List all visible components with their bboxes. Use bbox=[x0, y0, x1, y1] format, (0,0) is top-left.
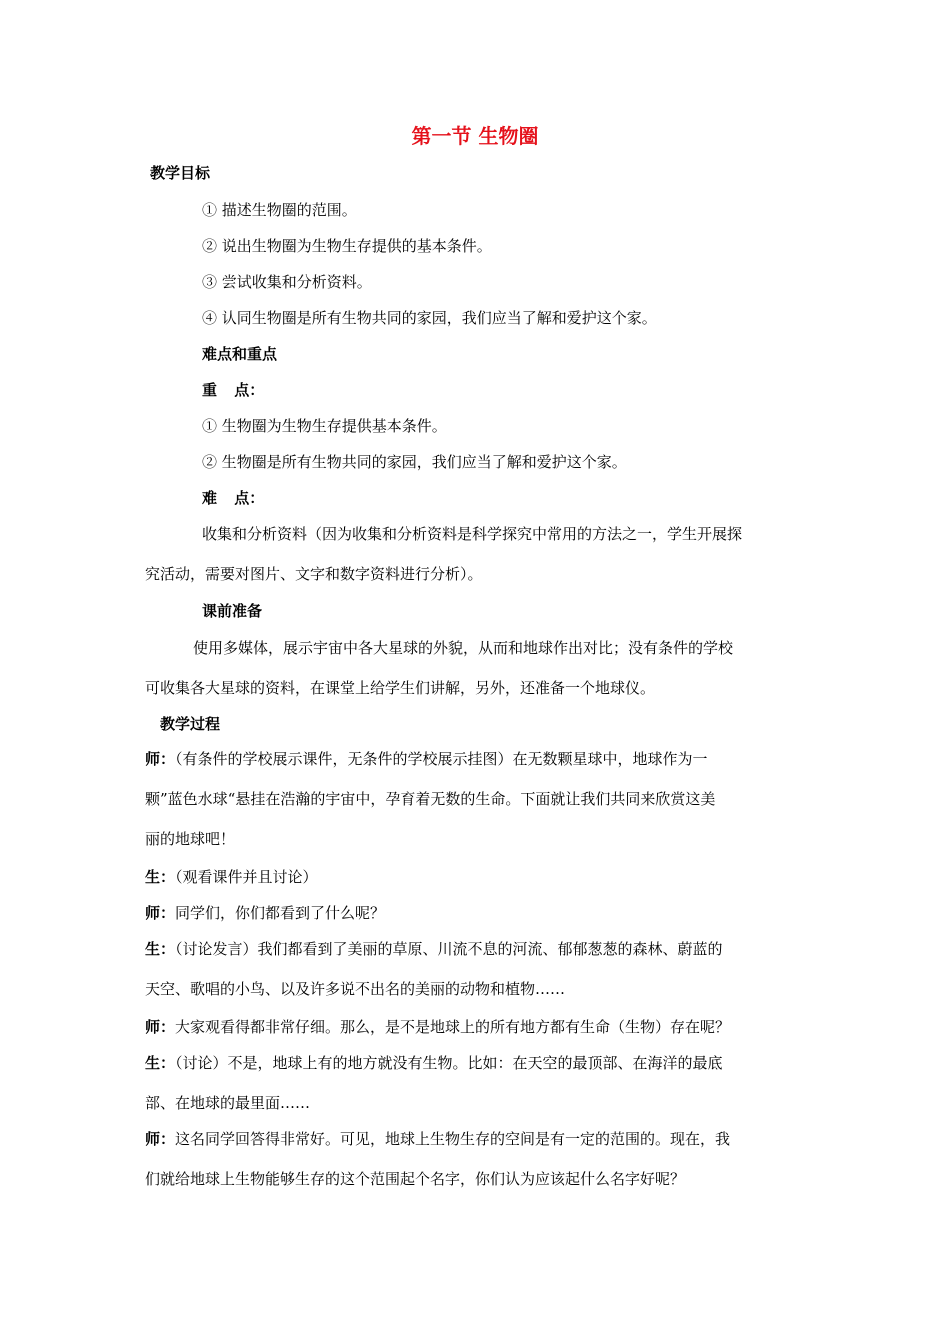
student-label: 生： bbox=[145, 1054, 176, 1072]
dialogue-line: 部、在地球的最里面…… bbox=[145, 1094, 311, 1112]
hard-points-label: 难 点： bbox=[202, 489, 265, 507]
objective-item: ④ 认同生物圈是所有生物共同的家园，我们应当了解和爱护这个家。 bbox=[202, 309, 657, 327]
teacher-label: 师： bbox=[145, 1130, 176, 1148]
teacher-label: 师： bbox=[145, 904, 176, 922]
dialogue-line: 颗”蓝色水球“悬挂在浩瀚的宇宙中，孕育着无数的生命。下面就让我们共同来欣赏这美 bbox=[145, 790, 716, 808]
teacher-label: 师： bbox=[145, 1018, 176, 1036]
objective-item: ① 描述生物圈的范围。 bbox=[202, 201, 357, 219]
dialogue-line: 生：（讨论发言）我们都看到了美丽的草原、川流不息的河流、郁郁葱葱的森林、蔚蓝的 bbox=[145, 940, 723, 958]
preparation-text: 使用多媒体，展示宇宙中各大星球的外貌，从而和地球作出对比；没有条件的学校 bbox=[193, 639, 734, 657]
preparation-text: 可收集各大星球的资料，在课堂上给学生们讲解，另外，还准备一个地球仪。 bbox=[145, 679, 656, 697]
process-heading: 教学过程 bbox=[160, 715, 221, 733]
difficulty-heading: 难点和重点 bbox=[202, 345, 278, 363]
page-title: 第一节 生物圈 bbox=[411, 124, 539, 148]
dialogue-line: 师：（有条件的学校展示课件，无条件的学校展示挂图）在无数颗星球中，地球作为一 bbox=[145, 750, 708, 768]
key-point-item: ① 生物圈为生物生存提供基本条件。 bbox=[202, 417, 447, 435]
dialogue-line: 师：大家观看得都非常仔细。那么，是不是地球上的所有地方都有生命（生物）存在呢？ bbox=[145, 1018, 731, 1036]
dialogue-line: 师：这名同学回答得非常好。可见，地球上生物生存的空间是有一定的范围的。现在，我 bbox=[145, 1130, 731, 1148]
dialogue-line: 丽的地球吧！ bbox=[145, 830, 236, 848]
preparation-heading: 课前准备 bbox=[202, 602, 263, 620]
dialogue-line: 天空、歌唱的小鸟、以及许多说不出名的美丽的动物和植物…… bbox=[145, 980, 566, 998]
dialogue-line: 生：（观看课件并且讨论） bbox=[145, 868, 318, 886]
teacher-label: 师： bbox=[145, 750, 176, 768]
hard-points-text: 究活动，需要对图片、文字和数字资料进行分析）。 bbox=[145, 565, 483, 583]
dialogue-line: 师：同学们，你们都看到了什么呢？ bbox=[145, 904, 386, 922]
objective-item: ③ 尝试收集和分析资料。 bbox=[202, 273, 372, 291]
objective-item: ② 说出生物圈为生物生存提供的基本条件。 bbox=[202, 237, 492, 255]
hard-points-text: 收集和分析资料（因为收集和分析资料是科学探究中常用的方法之一，学生开展探 bbox=[202, 525, 743, 543]
objectives-heading: 教学目标 bbox=[150, 164, 211, 182]
student-label: 生： bbox=[145, 868, 176, 886]
key-points-label: 重 点： bbox=[202, 381, 265, 399]
student-label: 生： bbox=[145, 940, 176, 958]
key-point-item: ② 生物圈是所有生物共同的家园，我们应当了解和爱护这个家。 bbox=[202, 453, 627, 471]
dialogue-line: 们就给地球上生物能够生存的这个范围起个名字，你们认为应该起什么名字好呢？ bbox=[145, 1170, 686, 1188]
dialogue-line: 生：（讨论）不是，地球上有的地方就没有生物。比如：在天空的最顶部、在海洋的最底 bbox=[145, 1054, 723, 1072]
